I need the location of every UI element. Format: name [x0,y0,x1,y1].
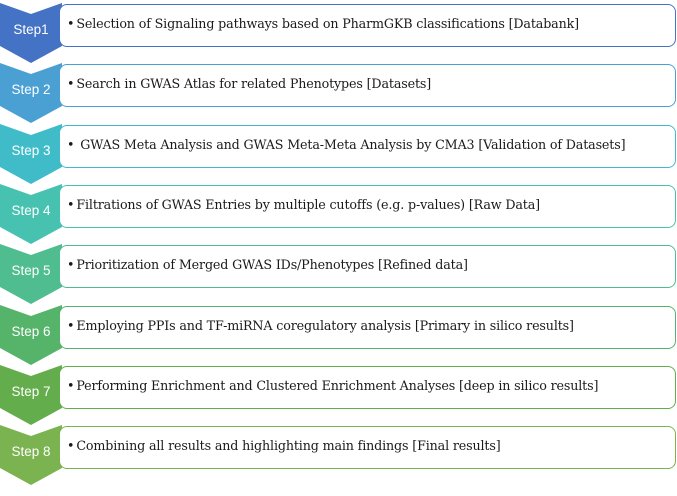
step-description-text: Performing Enrichment and Clustered Enrichment Analyses [deep in silico results] [76,378,599,393]
step-description [67,137,671,153]
step-description-box [59,366,676,409]
step-description-box [59,306,676,349]
step-label: Step1 [13,22,49,37]
step-label: Step 5 [11,263,51,278]
step-description [67,257,671,273]
step-label: Step 8 [11,444,51,459]
bullet-icon: • [67,438,75,453]
step-description-box [59,4,676,47]
step-description-text: Prioritization of Merged GWAS IDs/Phenotypes [Refined data] [76,257,468,272]
step-chevron [0,3,62,63]
step-description-text: GWAS Meta Analysis and GWAS Meta-Meta Analysis by CMA3 [Validation of Datasets] [80,137,626,152]
step-description [67,197,671,213]
step-row-2 [0,63,677,123]
bullet-icon: • [67,257,75,272]
step-description-text: Employing PPIs and TF-miRNA coregulatory analysis [Primary in silico results] [76,318,574,333]
step-description-box [59,64,676,107]
step-row-1 [0,3,677,63]
bullet-icon: • [67,76,75,91]
step-row-7 [0,365,677,425]
step-label: Step 2 [11,82,51,97]
step-row-5 [0,244,677,304]
step-chevron [0,63,62,123]
step-description [67,378,671,394]
step-description [67,318,671,334]
step-description-box [59,125,676,168]
step-chevron [0,365,62,425]
bullet-icon: • [67,137,75,152]
bullet-icon: • [67,16,75,31]
step-label: Step 6 [11,324,51,339]
step-row-3 [0,124,677,184]
step-description-box [59,245,676,288]
step-description-text: Selection of Signaling pathways based on PharmGKB classifications [Databank] [76,16,579,31]
step-description-box [59,426,676,469]
step-label: Step 7 [11,384,51,399]
step-row-8 [0,425,677,485]
step-description [67,438,671,454]
step-description-box [59,185,676,228]
step-description-text: Combining all results and highlighting main findings [Final results] [76,438,501,453]
step-label: Step 3 [11,143,51,158]
step-label: Step 4 [11,203,51,218]
step-chevron [0,244,62,304]
step-description [67,76,671,92]
bullet-icon: • [67,197,75,212]
step-chevron [0,124,62,184]
step-row-4 [0,184,677,244]
bullet-icon: • [67,378,75,393]
step-chevron [0,305,62,365]
step-row-6 [0,305,677,365]
bullet-icon: • [67,318,75,333]
step-description-text: Filtrations of GWAS Entries by multiple cutoffs (e.g. p-values) [Raw Data] [76,197,540,212]
step-chevron [0,184,62,244]
step-description-text: Search in GWAS Atlas for related Phenotypes [Datasets] [76,76,432,91]
step-description [67,16,671,32]
step-chevron [0,425,62,485]
